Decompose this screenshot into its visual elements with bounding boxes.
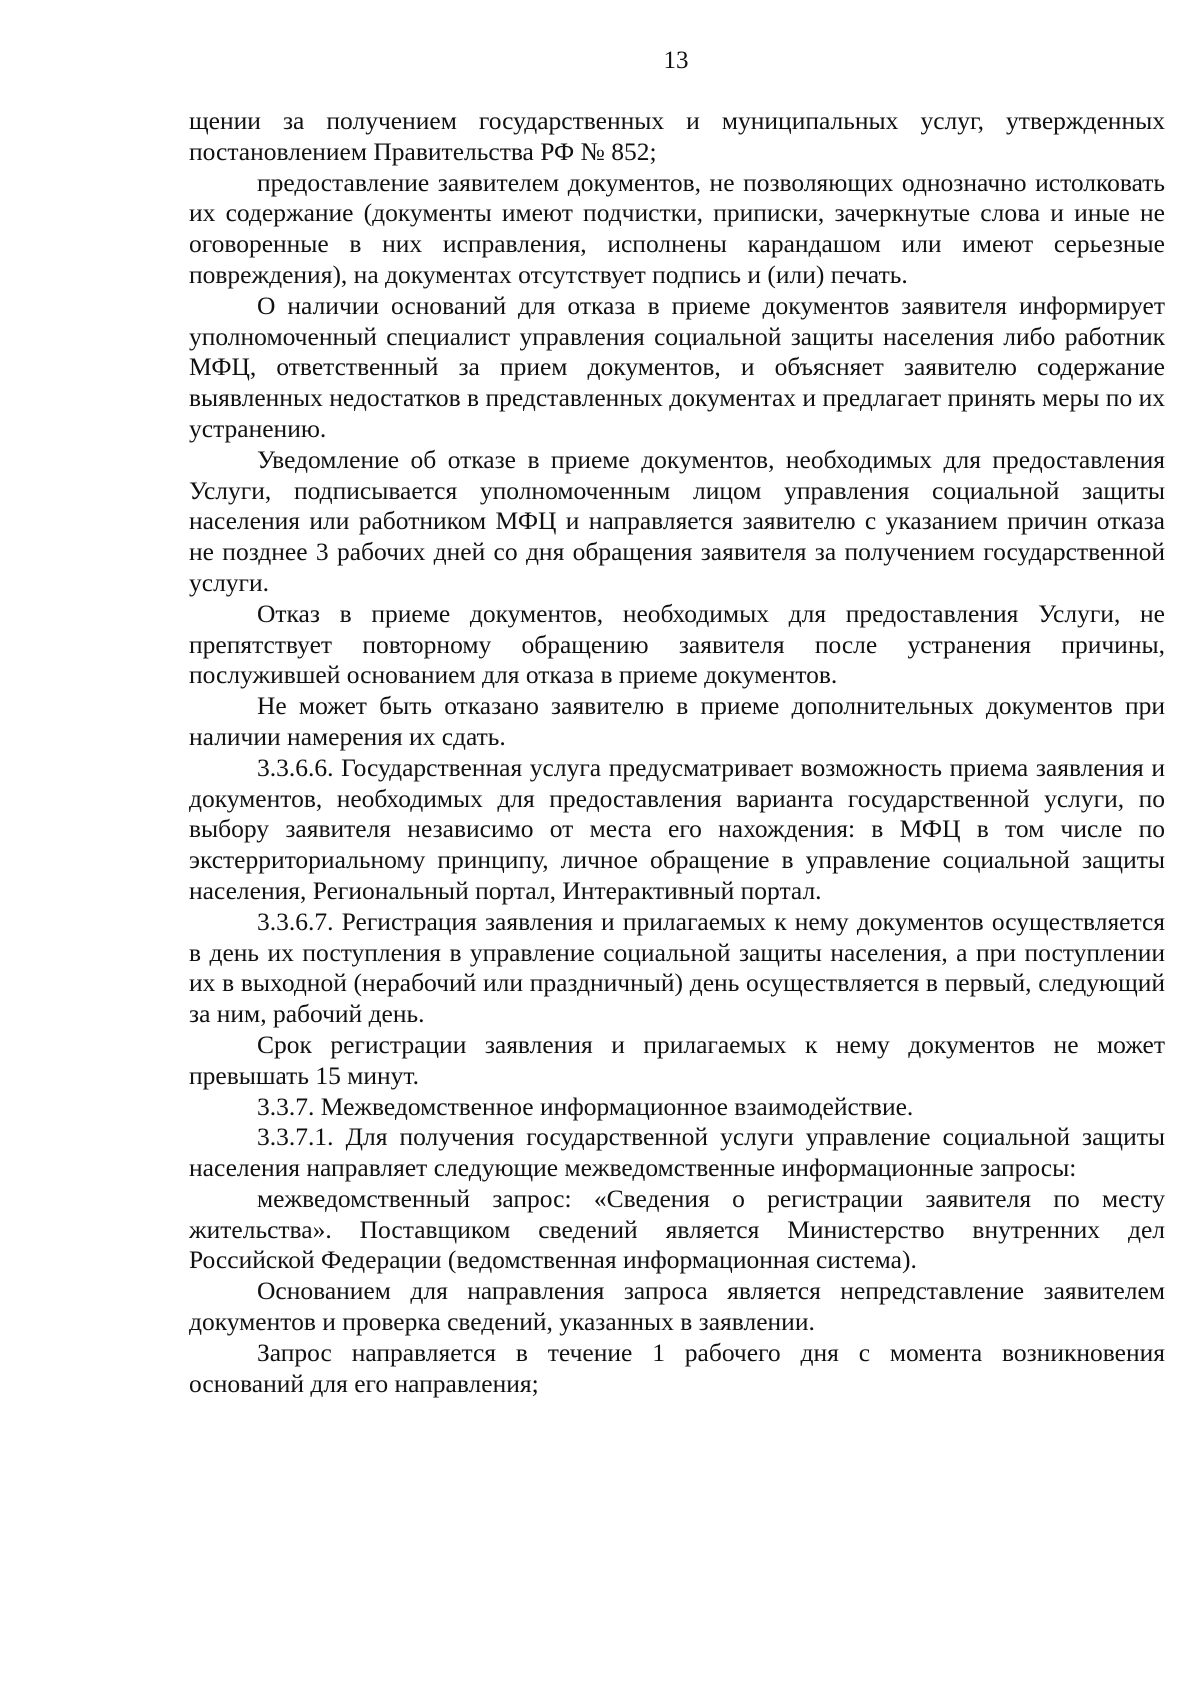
paragraph-8: 3.3.6.7. Регистрация заявления и прилагаемых к нему документов осуществляется в день их поступления в управление социальной защиты населения, а при поступлении их в выходной (нерабочий или праздничный) день осуществляется в первый, следующий за ним, рабочий день. bbox=[189, 906, 1165, 1029]
paragraph-7: 3.3.6.6. Государственная услуга предусматривает возможность приема заявления и документов, необходимых для предоставления варианта государственной услуги, по выбору заявителя независимо от места его нахождения: в МФЦ в том числе по экстерриториальному принципу, личное обращение в управление социальной защиты населения, Региональный портал, Интерактивный портал. bbox=[189, 752, 1165, 905]
paragraph-10: 3.3.7. Межведомственное информационное взаимодействие. bbox=[257, 1091, 914, 1121]
page-number: 13 bbox=[663, 47, 689, 74]
paragraph-9: Срок регистрации заявления и прилагаемых к нему документов не может превышать 15 минут. bbox=[189, 1029, 1165, 1090]
paragraph-2: предоставление заявителем документов, не позволяющих однозначно истолковать их содержание (документы имеют подчистки, приписки, зачеркнутые слова и иные не оговоренные в них исправления, исполнены карандашом или имеют серьезные повреждения), на документах отсутствует подпись и (или) печать. bbox=[189, 167, 1165, 289]
paragraph-11: 3.3.7.1. Для получения государственной услуги управление социальной защиты населения направляет следующие межведомственные информационные запросы: bbox=[189, 1122, 1165, 1183]
paragraph-3: О наличии оснований для отказа в приеме документов заявителя информирует уполномоченный специалист управления социальной защиты населения либо работник МФЦ, ответственный за прием документов, и объясняет заявителю содержание выявленных недостатков в представленных документах и предлагает принять меры по их устранению. bbox=[189, 290, 1165, 443]
paragraph-6: Не может быть отказано заявителю в приеме дополнительных документов при наличии намерения их сдать. bbox=[189, 691, 1165, 751]
paragraph-5: Отказ в приеме документов, необходимых для предоставления Услуги, не препятствует повторному обращению заявителя после устранения причины, послужившей основанием для отказа в приеме документов. bbox=[189, 598, 1165, 690]
document-body bbox=[189, 106, 1165, 1399]
paragraph-4: Уведомление об отказе в приеме документов, необходимых для предоставления Услуги, подписывается уполномоченным лицом управления социальной защиты населения или работником МФЦ и направляется заявителю с указанием причин отказа не позднее 3 рабочих дней со дня обращения заявителя за получением государственной услуги. bbox=[189, 444, 1165, 597]
paragraph-14: Запрос направляется в течение 1 рабочего дня с момента возникновения оснований для его направления; bbox=[189, 1337, 1165, 1398]
paragraph-12: межведомственный запрос: «Сведения о регистрации заявителя по месту жительства». Поставщиком сведений является Министерство внутренних дел Российской Федерации (ведомственная информационная система). bbox=[189, 1183, 1165, 1275]
paragraph-13: Основанием для направления запроса является непредставление заявителем документов и проверка сведений, указанных в заявлении. bbox=[189, 1276, 1165, 1337]
paragraph-1: щении за получением государственных и муниципальных услуг, утвержденных постановлением Правительства РФ № 852; bbox=[189, 106, 1165, 166]
